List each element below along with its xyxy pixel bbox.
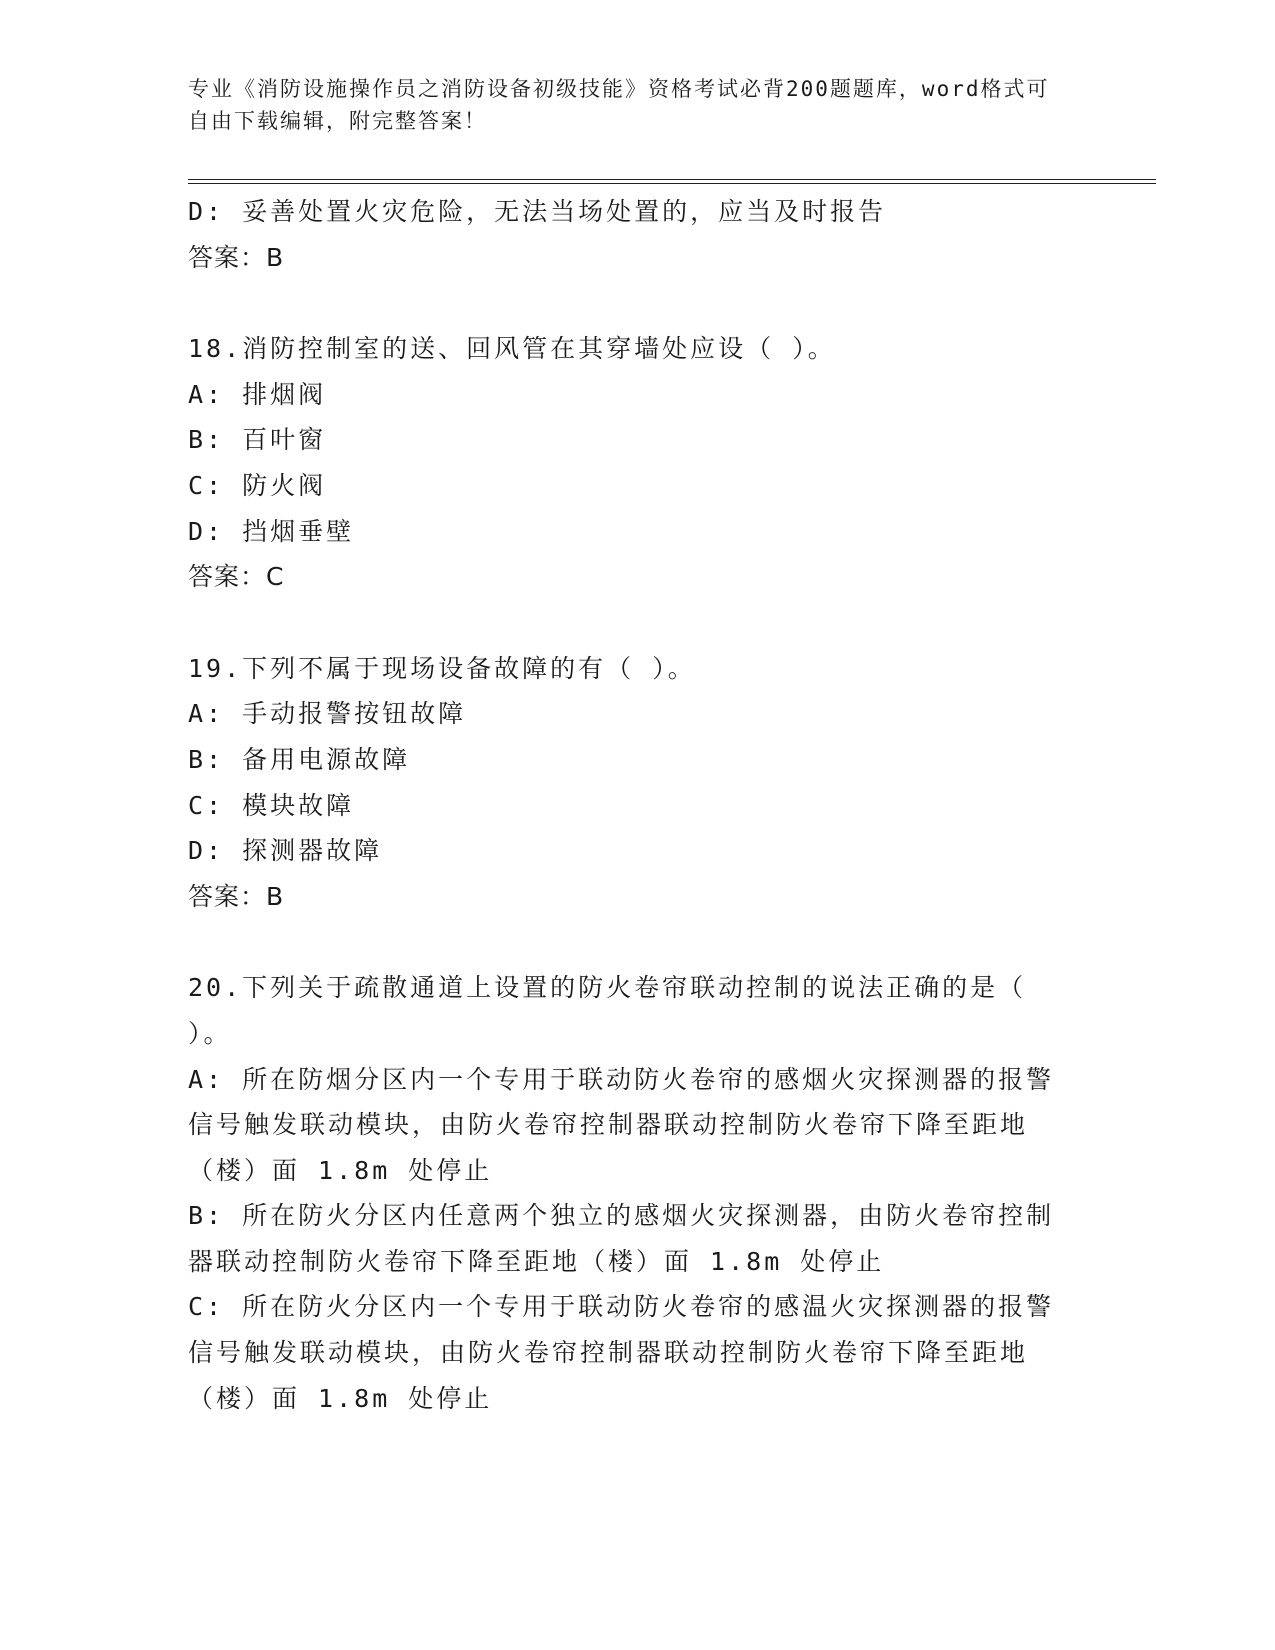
header-text: 专业《消防设施操作员之消防设备初级技能》资格考试必背200题题库，word格式可自由下载编辑，附完整答案！	[188, 77, 1050, 133]
question-stem: 18.消防控制室的送、回风管在其穿墙处应设（ ）。	[188, 334, 836, 364]
option-a-line-3: （楼）面 1.8m 处停止	[188, 1155, 493, 1185]
option-a: A: 排烟阀	[188, 379, 327, 409]
question-18	[188, 326, 1078, 600]
prev-answer: 答案：B	[188, 242, 285, 272]
option-c-line-2: 信号触发联动模块，由防火卷帘控制器联动控制防火卷帘下降至距地	[188, 1338, 1029, 1368]
question-stem: 19.下列不属于现场设备故障的有（ ）。	[188, 653, 696, 683]
option-b: B: 备用电源故障	[188, 744, 411, 774]
option-b-line-2: 器联动控制防火卷帘下降至距地（楼）面 1.8m 处停止	[188, 1246, 885, 1276]
spacer	[188, 600, 1078, 646]
header-divider-bottom	[188, 183, 1156, 184]
option-c: C: 模块故障	[188, 790, 355, 820]
option-a-line-1: A: 所在防烟分区内一个专用于联动防火卷帘的感烟火灾探测器的报警	[188, 1064, 1055, 1094]
answer: 答案：C	[188, 562, 285, 592]
question-content	[188, 189, 1078, 1421]
spacer	[188, 919, 1078, 965]
option-c-line-3: （楼）面 1.8m 处停止	[188, 1383, 493, 1413]
option-b: B: 百叶窗	[188, 425, 327, 455]
option-a: A: 手动报警按钮故障	[188, 699, 467, 729]
question-stem-line-2: ）。	[188, 1018, 232, 1048]
option-a-line-2: 信号触发联动模块，由防火卷帘控制器联动控制防火卷帘下降至距地	[188, 1110, 1029, 1140]
spacer	[188, 280, 1078, 326]
question-20	[188, 965, 1078, 1421]
header-divider-top	[188, 179, 1156, 180]
option-c-line-1: C: 所在防火分区内一个专用于联动防火卷帘的感温火灾探测器的报警	[188, 1292, 1055, 1322]
answer: 答案：B	[188, 881, 285, 911]
option-d: D: 挡烟垂壁	[188, 516, 355, 546]
option-d: D: 探测器故障	[188, 836, 383, 866]
prev-option-d: D: 妥善处置火灾危险，无法当场处置的，应当及时报告	[188, 197, 887, 226]
option-c: C: 防火阀	[188, 470, 327, 500]
document-header	[188, 73, 1068, 137]
question-19	[188, 646, 1078, 920]
question-stem-line-1: 20.下列关于疏散通道上设置的防火卷帘联动控制的说法正确的是（	[188, 973, 1027, 1003]
option-b-line-1: B: 所在防火分区内任意两个独立的感烟火灾探测器，由防火卷帘控制	[188, 1201, 1055, 1231]
